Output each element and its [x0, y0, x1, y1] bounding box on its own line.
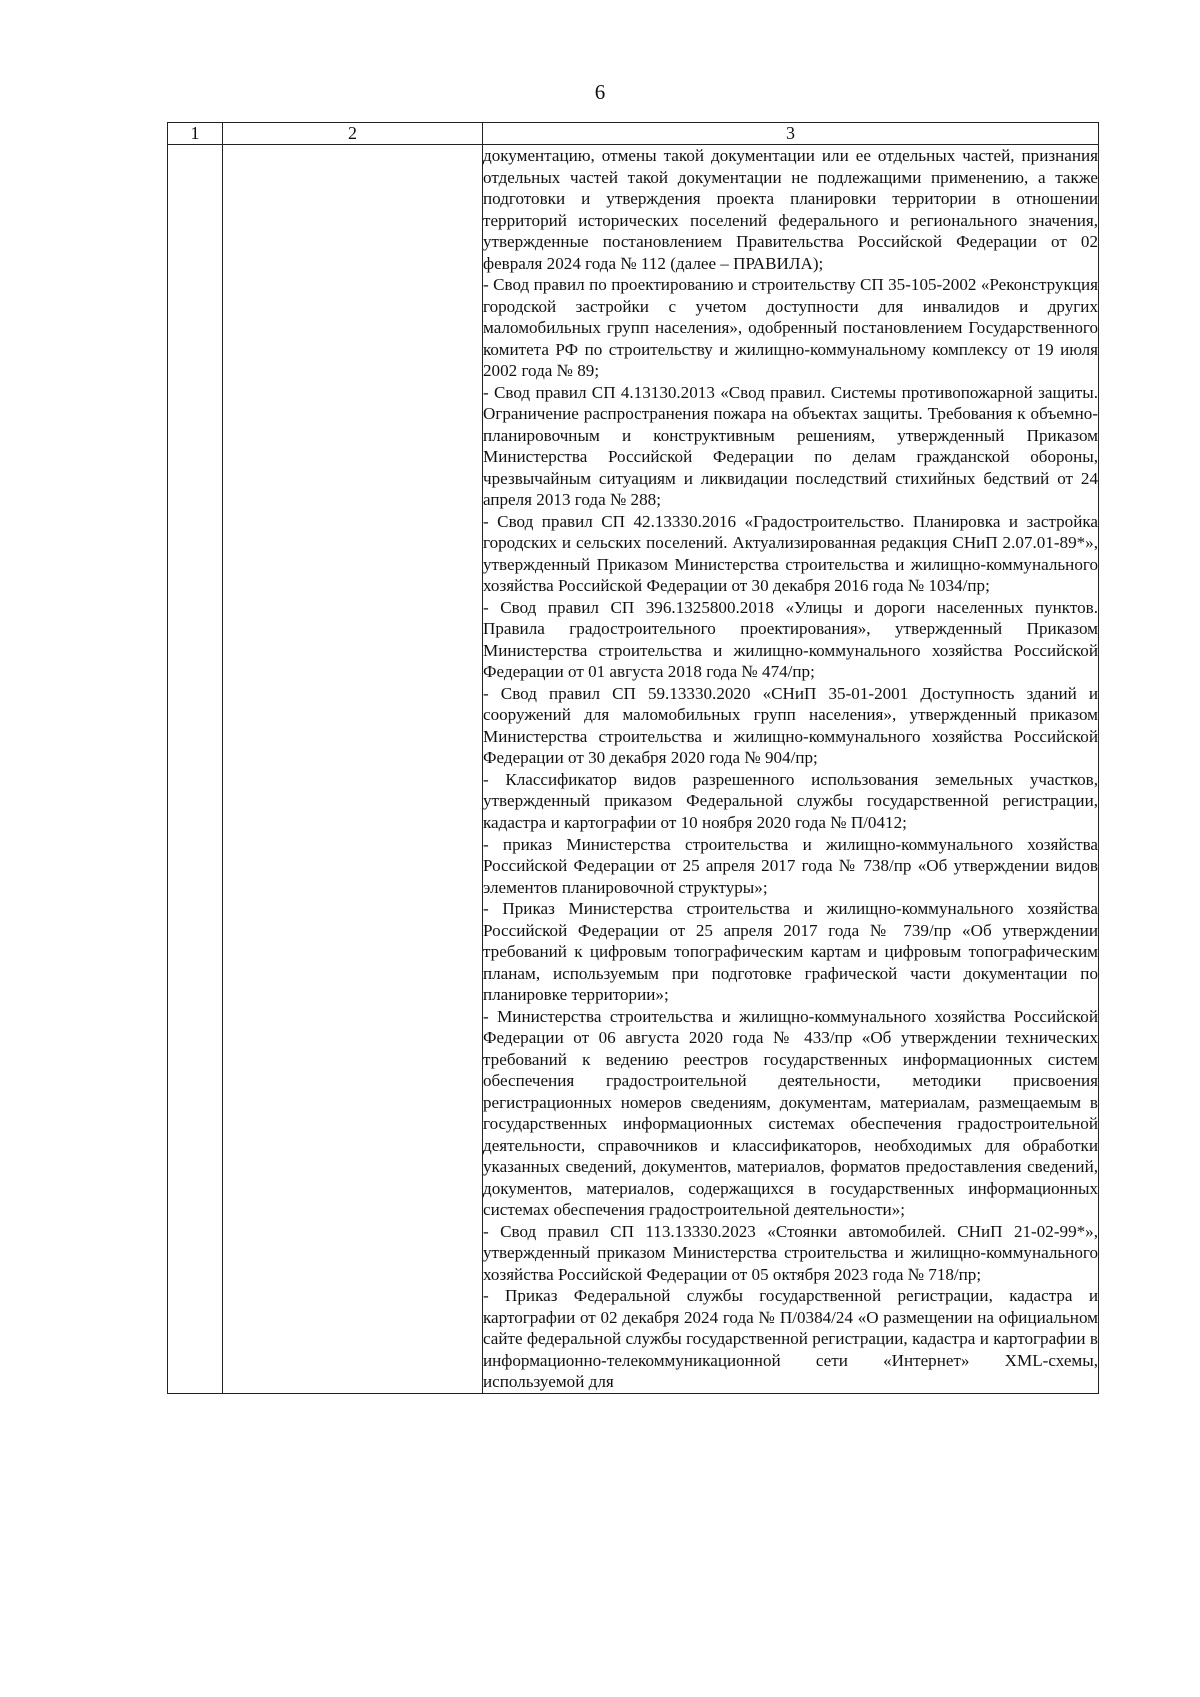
cell-column-2 — [223, 145, 483, 1394]
list-item: - Приказ Федеральной службы государственной регистрации, кадастра и картографии от 02 декабря 2024 года № П/0384/24 «О размещении на официальном сайте федеральной службы государственной регистрации, кадастра и картографии в информационно-телекоммуникационной сети «Интернет» XML-схемы, используемой для — [483, 1286, 1098, 1392]
list-item: - Свод правил СП 4.13130.2013 «Свод правил. Системы противопожарной защиты. Ограничение распространения пожара на объектах защиты. Требования к объемно-планировочным и конструктивным решениям, утвержденный Приказом Министерства Российской Федерации по делам гражданской обороны, чрезвычайным ситуациям и ликвидации последствий стихийных бедствий от 24 апреля 2013 года № 288; — [483, 382, 1098, 510]
paragraph-continuation: документацию, отмены такой документации или ее отдельных частей, признания отдельных частей такой документации не подлежащими применению, а также подготовки и утверждения проекта планировки территории в отношении территорий исторических поселений федерального и регионального значения, утвержденные постановлением Правительства Российской Федерации от 02 февраля 2024 года № 112 (далее – ПРАВИЛА); — [483, 146, 1098, 273]
list-item: - Приказ Министерства строительства и жилищно-коммунального хозяйства Российской Федерации от 25 апреля 2017 года № 739/пр «Об утверждении требований к цифровым топографическим картам и цифровым топографическим планам, используемым при подготовке графической части документации по планировке территории»; — [483, 899, 1098, 1005]
list-item: - Свод правил СП 396.1325800.2018 «Улицы и дороги населенных пунктов. Правила градостроительного проектирования», утвержденный Приказом Министерства строительства и жилищно-коммунального хозяйства Российской Федерации от 01 августа 2018 года № 474/пр; — [483, 597, 1098, 682]
page-number: 6 — [594, 80, 606, 104]
list-item: - Свод правил по проектированию и строительству СП 35-105-2002 «Реконструкция городской застройки с учетом доступности для инвалидов и других маломобильных групп населения», одобренный постановлением Государственного комитета РФ по строительству и жилищно-коммунальному комплексу от 19 июля 2002 года № 89; — [483, 275, 1098, 381]
document-table — [167, 122, 1099, 1394]
column-header-2: 2 — [223, 123, 483, 145]
column-header-1: 1 — [168, 123, 223, 145]
table-row — [168, 145, 1099, 1394]
list-item: - Свод правил СП 113.13330.2023 «Стоянки автомобилей. СНиП 21-02-99*», утвержденный приказом Министерства строительства и жилищно-коммунального хозяйства Российской Федерации от 05 октября 2023 года № 718/пр; — [483, 1221, 1098, 1284]
column-header-3: 3 — [483, 123, 1099, 145]
list-item: - Свод правил СП 42.13330.2016 «Градостроительство. Планировка и застройка городских и сельских поселений. Актуализированная редакция СНиП 2.07.01-89*», утвержденный Приказом Министерства строительства и жилищно-коммунального хозяйства Российской Федерации от 30 декабря 2016 года № 1034/пр; — [483, 511, 1098, 596]
list-item: - Министерства строительства и жилищно-коммунального хозяйства Российской Федерации от 06 августа 2020 года № 433/пр «Об утверждении технических требований к ведению реестров государственных информационных систем обеспечения градостроительной деятельности, методики присвоения регистрационных номеров сведениям, документам, материалам, размещаемым в государственных информационных системах обеспечения градостроительной деятельности, справочников и классификаторов, необходимых для обработки указанных сведений, документов, материалов, форматов предоставления сведений, документов, материалов, содержащихся в государственных информационных системах обеспечения градостроительной деятельности»; — [483, 1006, 1098, 1220]
list-item: - Классификатор видов разрешенного использования земельных участков, утвержденный приказом Федеральной службы государственной регистрации, кадастра и картографии от 10 ноября 2020 года № П/0412; — [483, 769, 1098, 832]
table-header-row — [168, 123, 1099, 145]
list-item: - приказ Министерства строительства и жилищно-коммунального хозяйства Российской Федерации от 25 апреля 2017 года № 738/пр «Об утверждении видов элементов планировочной структуры»; — [483, 834, 1098, 897]
list-item: - Свод правил СП 59.13330.2020 «СНиП 35-01-2001 Доступность зданий и сооружений для маломобильных групп населения», утвержденный приказом Министерства строительства и жилищно-коммунального хозяйства Российской Федерации от 30 декабря 2020 года № 904/пр; — [483, 683, 1098, 768]
cell-column-1 — [168, 145, 223, 1394]
cell-column-3 — [483, 145, 1099, 1394]
